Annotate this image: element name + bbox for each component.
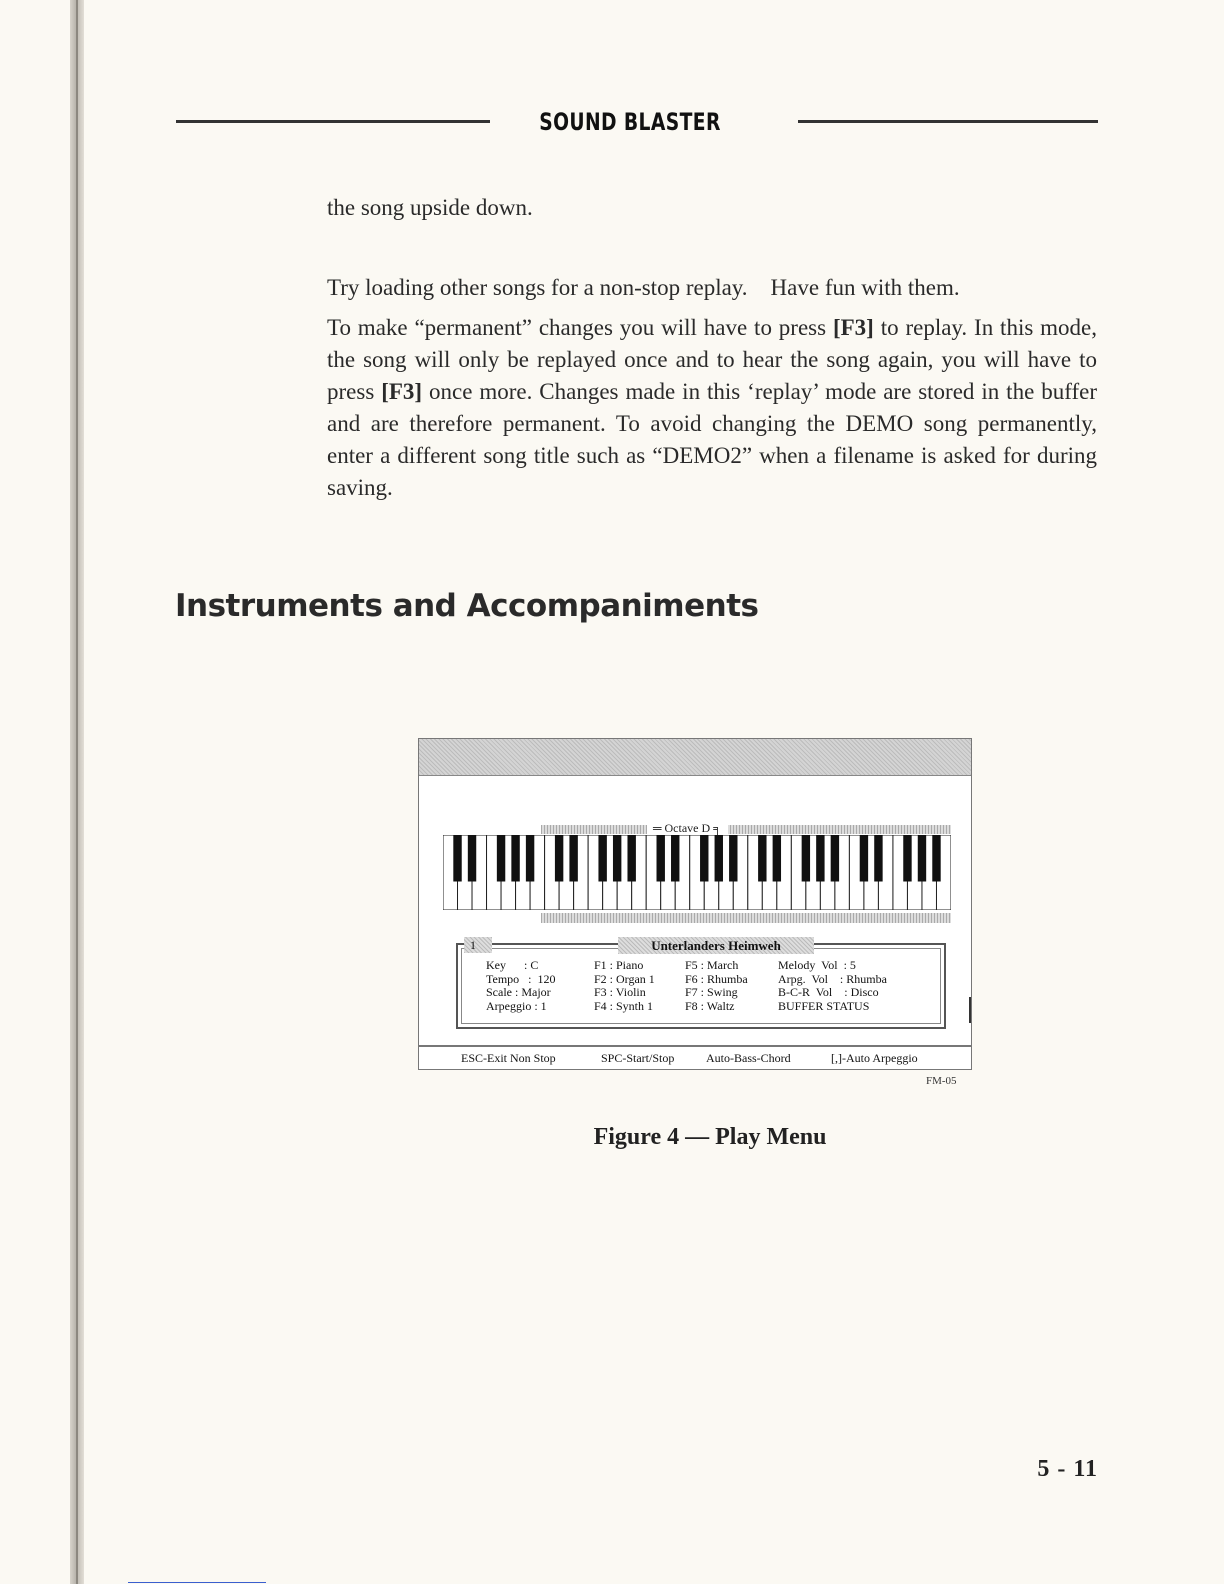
status-line: F6 : Rhumba	[685, 971, 748, 986]
text-span: once more. Changes made in this ‘replay’ mode are stored in the buffer and are therefore permanent. To avoid changing the DEMO song permanently, enter a different song title such as “DEMO2” when a filename is asked for during saving.	[327, 379, 1097, 500]
status-panel	[456, 938, 946, 1029]
status-line: Melody Vol : 5	[778, 958, 856, 972]
status-line: B-C-R Vol : Disco	[778, 985, 879, 999]
black-key	[511, 835, 519, 882]
status-line: F7 : Swing	[685, 985, 738, 999]
black-key	[918, 835, 926, 882]
body-text-line: the song upside down.	[327, 195, 533, 220]
figure-code: FM-05	[926, 1075, 957, 1087]
status-line: BUFFER STATUS	[778, 998, 870, 1013]
status-line: F3 : Violin	[594, 985, 646, 999]
black-key	[802, 835, 810, 882]
black-key	[932, 835, 940, 882]
black-key	[598, 835, 606, 882]
page-number: 5 - 11	[1037, 1456, 1098, 1482]
black-key	[555, 835, 563, 882]
keyboard-bottom-bar	[541, 913, 951, 923]
text-span: To make “permanent” changes you will have to press	[327, 315, 833, 340]
black-key	[903, 835, 911, 882]
cmd-exit: ESC-Exit Non Stop	[461, 1051, 556, 1065]
black-key	[657, 835, 665, 882]
cmd-auto-bass-chord: Auto-Bass-Chord	[706, 1051, 791, 1065]
black-key	[860, 835, 868, 882]
paragraph-text	[327, 312, 1097, 504]
key-f3: [F3]	[381, 379, 423, 404]
header-title: SOUND BLASTER	[539, 108, 721, 136]
cmd-auto-arpeggio: [,]-Auto Arpeggio	[831, 1051, 918, 1065]
status-line: F2 : Organ 1	[594, 971, 655, 986]
bottom-edge-line	[128, 1582, 266, 1583]
figure-caption: Figure 4 — Play Menu	[593, 1124, 827, 1150]
black-key	[816, 835, 824, 882]
piano-keyboard	[443, 835, 951, 910]
header-rule-right	[798, 120, 1098, 123]
screen-title-bar	[419, 739, 971, 776]
paragraph-text: Try loading other songs for a non-stop replay. Have fun with them.	[327, 275, 960, 300]
song-number: 1	[464, 937, 492, 953]
status-marker	[969, 997, 971, 1023]
status-line: Arpeggio : 1	[486, 998, 547, 1013]
black-key	[613, 835, 621, 882]
black-key	[453, 835, 461, 882]
black-key	[700, 835, 708, 882]
body-paragraph-2	[327, 312, 1097, 504]
status-line: F8 : Waltz	[685, 998, 735, 1013]
black-key	[468, 835, 476, 882]
octave-bracket-left-icon: ═	[653, 821, 665, 835]
status-line: Key : C	[486, 958, 539, 972]
black-key	[627, 835, 635, 882]
status-line: Arpg. Vol : Rhumba	[778, 971, 887, 986]
black-key	[526, 835, 534, 882]
key-f3: [F3]	[832, 315, 874, 340]
body-paragraph-1	[327, 272, 1097, 304]
play-menu-screen	[418, 738, 972, 1046]
body-line-0	[327, 192, 1097, 224]
cmd-start-stop: SPC-Start/Stop	[601, 1051, 675, 1065]
octave-label-text: Octave D	[664, 821, 711, 835]
octave-bar	[541, 825, 951, 834]
command-bar	[418, 1046, 972, 1070]
section-heading: Instruments and Accompaniments	[175, 588, 759, 624]
text-span: to replay. In this mode, the song will only be replayed once and to hear the song again, you will have to press	[327, 315, 1097, 404]
status-col-key	[486, 959, 556, 1013]
black-key	[773, 835, 781, 882]
spine-line	[76, 0, 78, 1584]
black-key	[671, 835, 679, 882]
black-key	[569, 835, 577, 882]
status-line: F1 : Piano	[594, 958, 644, 972]
header-rule-left	[176, 120, 490, 123]
octave-label	[647, 821, 728, 836]
black-key	[497, 835, 505, 882]
status-line: Scale : Major	[486, 985, 551, 999]
song-title: Unterlanders Heimweh	[618, 937, 814, 954]
status-col-f5-f8	[685, 959, 748, 1013]
status-col-volumes	[778, 959, 887, 1013]
black-key	[715, 835, 723, 882]
status-col-f1-f4	[594, 959, 655, 1013]
status-line: F5 : March	[685, 958, 739, 972]
status-line: F4 : Synth 1	[594, 998, 654, 1013]
black-key	[874, 835, 882, 882]
black-key	[831, 835, 839, 882]
status-line: Tempo : 120	[486, 971, 556, 986]
black-key	[758, 835, 766, 882]
octave-bracket-right-icon: ╕	[710, 821, 722, 835]
black-key	[729, 835, 737, 882]
